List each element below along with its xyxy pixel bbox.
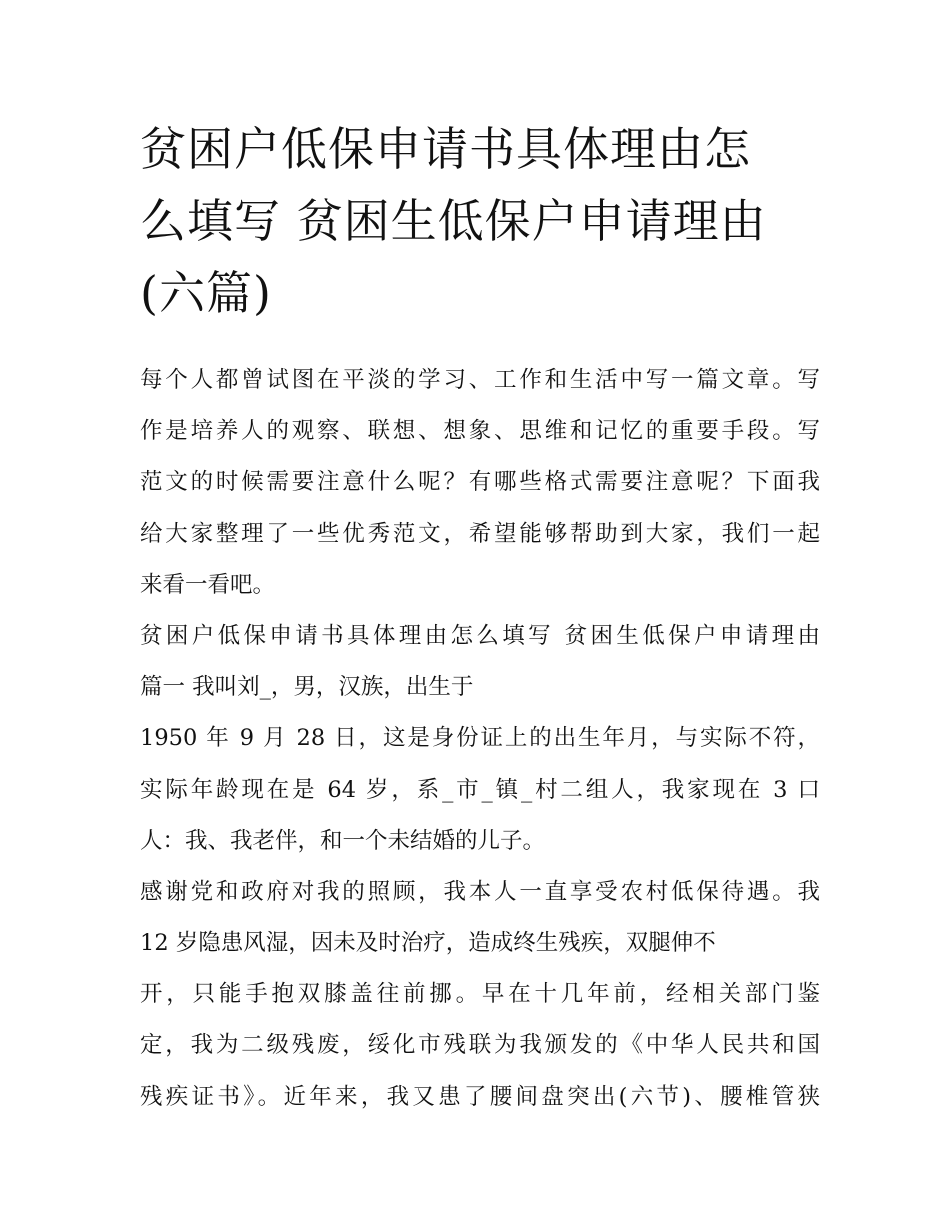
body-line: 每个人都曾试图在平淡的学习、工作和生活中写一篇文章。写 bbox=[140, 367, 820, 393]
document-title bbox=[140, 113, 820, 329]
body-line: 给大家整理了一些优秀范文，希望能够帮助到大家，我们一起 bbox=[140, 520, 820, 547]
body-line: 实际年龄现在是 64 岁，系_市_镇_村二组人，我家现在 3 口 bbox=[140, 776, 820, 803]
body-line: 定，我为二级残废，绥化市残联为我颁发的《中华人民共和国 bbox=[140, 1032, 820, 1059]
body-line: 12 岁隐患风湿，因未及时治疗，造成终生残疾，双腿伸不 bbox=[140, 930, 716, 957]
body-line: 感谢党和政府对我的照顾，我本人一直享受农村低保待遇。我 bbox=[140, 878, 820, 905]
body-line: 作是培养人的观察、联想、想象、思维和记忆的重要手段。写 bbox=[140, 418, 820, 445]
body-line: 范文的时候需要注意什么呢？有哪些格式需要注意呢？下面我 bbox=[140, 469, 820, 496]
document-body bbox=[140, 355, 820, 1123]
body-line: 1950 年 9 月 28 日，这是身份证上的出生年月，与实际不符， bbox=[140, 725, 820, 752]
body-line: 人：我、我老伴，和一个未结婚的儿子。 bbox=[140, 827, 546, 854]
title-line: 么填写 贫困生低保户申请理由 bbox=[140, 194, 767, 248]
body-line: 来看一看吧。 bbox=[140, 571, 276, 598]
title-line: (六篇) bbox=[140, 266, 272, 320]
body-line: 贫困户低保申请书具体理由怎么填写 贫困生低保户申请理由 bbox=[140, 622, 820, 649]
body-line: 篇一 我叫刘_，男，汉族，出生于 bbox=[140, 674, 474, 701]
title-line: 贫困户低保申请书具体理由怎 bbox=[140, 122, 751, 176]
body-line: 开，只能手抱双膝盖往前挪。早在十几年前，经相关部门鉴 bbox=[140, 981, 820, 1008]
body-line: 残疾证书》。近年来，我又患了腰间盘突出(六节)、腰椎管狭 bbox=[140, 1083, 820, 1110]
